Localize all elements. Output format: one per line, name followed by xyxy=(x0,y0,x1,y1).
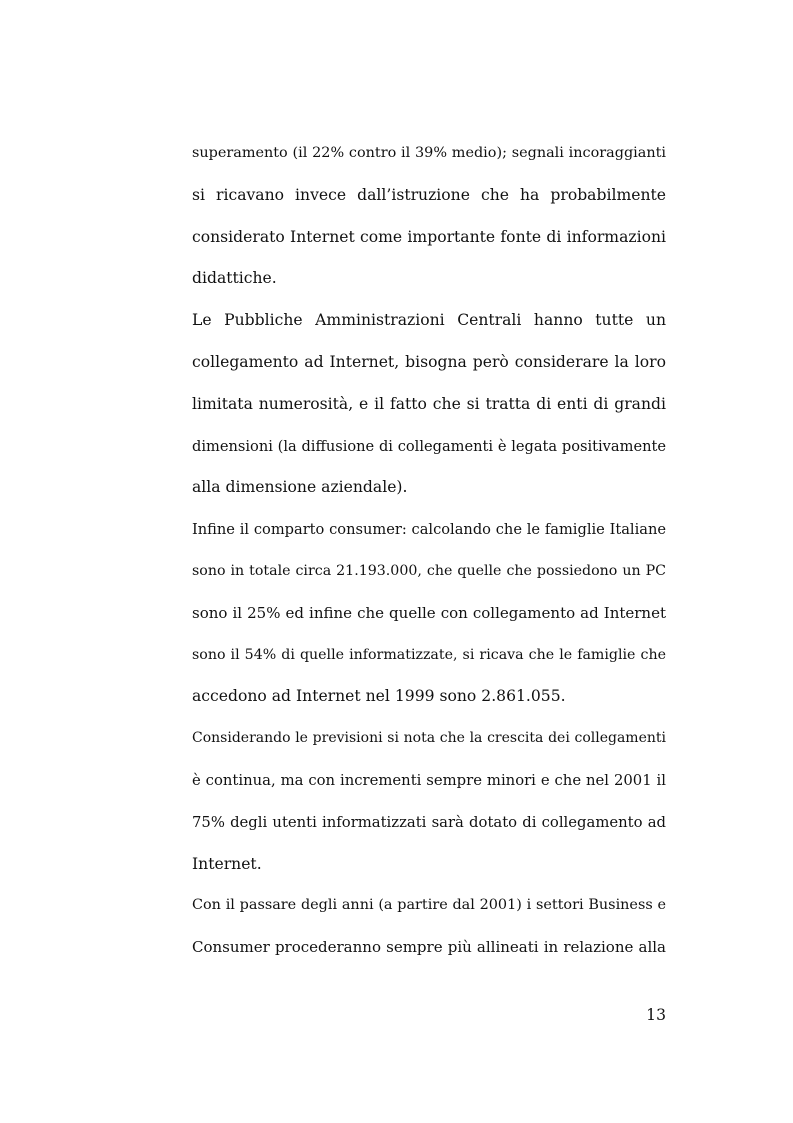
text-line: Considerando le previsioni si nota che la crescita dei collegamenti xyxy=(192,730,666,747)
text-line: dimensioni (la diffusione di collegamenti è legata positivamente xyxy=(192,437,666,455)
text-line: collegamento ad Internet, bisogna però considerare la loro xyxy=(192,352,666,371)
text-line: Infine il comparto consumer: calcolando che le famiglie Italiane xyxy=(192,521,666,539)
text-line: sono il 25% ed infine che quelle con collegamento ad Internet xyxy=(192,603,666,622)
text-line: 75% degli utenti informatizzati sarà dotato di collegamento ad xyxy=(192,813,666,831)
text-line: limitata numerosità, e il fatto che si tratta di enti di grandi xyxy=(192,394,666,413)
text-line: considerato Internet come importante fonte di informazioni xyxy=(192,227,666,246)
text-line: sono in totale circa 21.193.000, che quelle che possiedono un PC xyxy=(192,562,666,579)
text-line: alla dimensione aziendale). xyxy=(192,478,408,497)
text-line: è continua, ma con incrementi sempre minori e che nel 2001 il xyxy=(192,771,666,789)
body-text xyxy=(192,133,666,969)
text-line: Con il passare degli anni (a partire dal 2001) i settori Business e xyxy=(192,897,666,914)
text-line: didattiche. xyxy=(192,269,277,288)
page-number: 13 xyxy=(646,1006,666,1024)
text-line: Consumer procederanno sempre più allineati in relazione alla xyxy=(192,938,666,957)
text-line: Internet. xyxy=(192,854,262,873)
text-line: superamento (il 22% contro il 39% medio); segnali incoraggianti xyxy=(192,145,666,161)
text-line: accedono ad Internet nel 1999 sono 2.861.055. xyxy=(192,687,566,706)
text-line: si ricavano invece dall’istruzione che ha probabilmente xyxy=(192,185,666,204)
text-line: sono il 54% di quelle informatizzate, si ricava che le famiglie che xyxy=(192,646,666,663)
text-line: Le Pubbliche Amministrazioni Centrali hanno tutte un xyxy=(192,311,666,330)
